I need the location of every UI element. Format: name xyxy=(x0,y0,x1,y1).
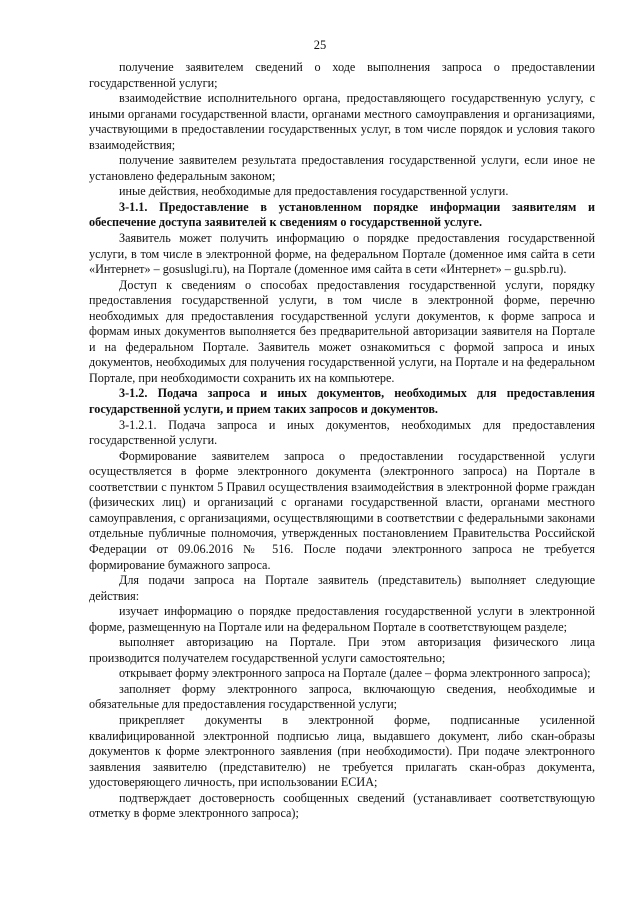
paragraph: иные действия, необходимые для предоставления государственной услуги. xyxy=(119,184,509,199)
paragraph: подтверждает достоверность сообщенных сведений (устанавливает соответствующую отметку в форме электронного запроса); xyxy=(89,790,595,821)
paragraph: получение заявителем результата предоставления государственной услуги, если иное не установлено федеральным законом; xyxy=(89,153,595,183)
page-number: 25 xyxy=(313,38,327,52)
paragraph: Заявитель может получить информацию о порядке предоставления государственной услуги, в том числе в электронной форме, на федеральном Портале (доменное имя сайта в сети «Интернет» – gosuslugi.ru), на Портале (доменное имя сайта в сети «Интернет» – gu.spb.ru). xyxy=(89,231,595,277)
paragraph: 3-1.2.1. Подача запроса и иных документов, необходимых для предоставления государственной услуги. xyxy=(89,417,595,448)
paragraph: получение заявителем сведений о ходе выполнения запроса о предоставлении государственной услуги; xyxy=(89,60,595,90)
paragraph: взаимодействие исполнительного органа, предоставляющего государственную услугу, с иными органами государственной власти, органами местного самоуправления и организациями, участвующими в предоставлении государственных услуг, в том числе порядок и условия такого взаимодействия; xyxy=(89,91,595,152)
paragraph: выполняет авторизацию на Портале. При этом авторизация физического лица производится получателем государственной услуги самостоятельно; xyxy=(89,635,595,665)
paragraph: заполняет форму электронного запроса, включающую сведения, необходимые и обязательные для предоставления государственной услуги; xyxy=(89,681,595,712)
paragraph: Для подачи запроса на Портале заявитель (представитель) выполняет следующие действия: xyxy=(89,573,595,603)
paragraph: изучает информацию о порядке предоставления государственной услуги в электронной форме, размещенную на Портале или на федеральном Портале в соответствующем разделе; xyxy=(89,604,595,634)
section-heading: 3-1.2. Подача запроса и иных документов, необходимых для предоставления государственной услуги, и прием таких запросов и документов. xyxy=(89,386,595,417)
paragraph: открывает форму электронного запроса на Портале (далее – форма электронного запроса); xyxy=(119,666,591,681)
section-heading: 3-1.1. Предоставление в установленном порядке информации заявителям и обеспечение доступа заявителей к сведениям о государственной услуге. xyxy=(89,199,595,230)
paragraph: Формирование заявителем запроса о предоставлении государственной услуги осуществляется в форме электронного документа (электронного запроса) на Портале в соответствии с пунктом 5 Правил осуществления взаимодействия в электронной форме граждан (физических лиц) и организаций с органами государственной власти, органами местного самоуправления, с организациями, осуществляющими в соответствии с федеральными законами отдельные публичные полномочия, утвержденных постановлением Правительства Российской Федерации от 09.06.2016 № 516. После подачи электронного запроса не требуется формирование бумажного запроса. xyxy=(89,448,595,572)
document-body xyxy=(89,60,595,822)
paragraph: прикрепляет документы в электронной форме, подписанные усиленной квалифицированной электронной подписью лица, выдавшего документ, либо скан-образы документов к форме электронного заявления (при необходимости). При подаче электронного заявления заявителю (представителю) не требуется прилагать скан-образ документа, удостоверяющего личность, при использовании ЕСИА; xyxy=(89,712,595,790)
paragraph: Доступ к сведениям о способах предоставления государственной услуги, порядку предоставления государственной услуги, в том числе в электронной форме, перечню необходимых для предоставления государственной услуги документов, к форме запроса и формам иных документов выполняется без предварительной авторизации заявителя на Портале и на федеральном Портале. Заявитель может ознакомиться с формой запроса и иных документов, необходимых для получения государственной услуги, на Портале и на федеральном Портале, при необходимости сохранить их на компьютере. xyxy=(89,277,595,385)
